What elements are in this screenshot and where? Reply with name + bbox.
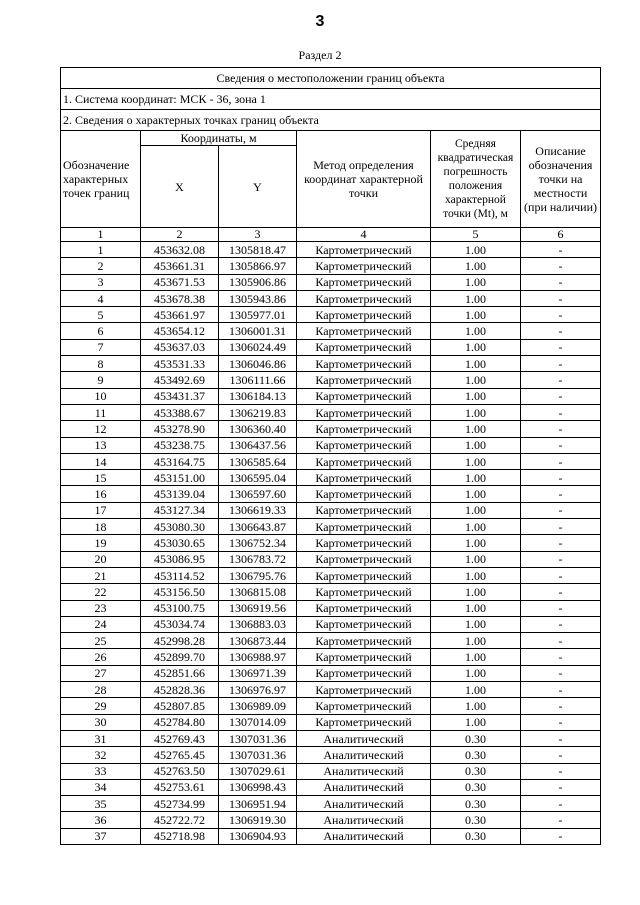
method: Аналитический [297, 828, 431, 844]
table-row [61, 323, 601, 339]
error-mt: 0.30 [431, 828, 521, 844]
error-mt: 1.00 [431, 714, 521, 730]
point-number: 34 [61, 779, 141, 795]
table-row [61, 502, 601, 518]
coord-x: 452784.80 [141, 714, 219, 730]
description: - [521, 258, 601, 274]
description: - [521, 307, 601, 323]
method: Картометрический [297, 502, 431, 518]
coord-y: 1306184.13 [219, 388, 297, 404]
point-number: 12 [61, 421, 141, 437]
point-number: 5 [61, 307, 141, 323]
error-mt: 1.00 [431, 665, 521, 681]
header-method: Метод определения координат характерной точки [297, 131, 431, 228]
point-number: 7 [61, 339, 141, 355]
table-row [61, 535, 601, 551]
coord-x: 453156.50 [141, 584, 219, 600]
error-mt: 1.00 [431, 421, 521, 437]
table-row [61, 616, 601, 632]
description: - [521, 421, 601, 437]
method: Аналитический [297, 747, 431, 763]
header-y: Y [219, 146, 297, 228]
description: - [521, 747, 601, 763]
error-mt: 1.00 [431, 698, 521, 714]
coord-y: 1307029.61 [219, 763, 297, 779]
table-row [61, 290, 601, 306]
point-number: 27 [61, 665, 141, 681]
column-numbers-row [61, 228, 601, 242]
header-coordinates: Координаты, м [141, 131, 297, 146]
error-mt: 1.00 [431, 372, 521, 388]
error-mt: 1.00 [431, 584, 521, 600]
method: Картометрический [297, 535, 431, 551]
coord-y: 1307031.36 [219, 747, 297, 763]
coord-x: 452734.99 [141, 796, 219, 812]
error-mt: 1.00 [431, 323, 521, 339]
coord-y: 1306976.97 [219, 682, 297, 698]
method: Картометрический [297, 421, 431, 437]
column-number: 2 [141, 228, 219, 242]
error-mt: 0.30 [431, 763, 521, 779]
coord-x: 453637.03 [141, 339, 219, 355]
point-number: 8 [61, 356, 141, 372]
coord-y: 1306783.72 [219, 551, 297, 567]
table-row [61, 372, 601, 388]
method: Аналитический [297, 796, 431, 812]
error-mt: 1.00 [431, 258, 521, 274]
coord-y: 1305866.97 [219, 258, 297, 274]
table-row [61, 682, 601, 698]
point-number: 35 [61, 796, 141, 812]
method: Картометрический [297, 698, 431, 714]
description: - [521, 242, 601, 258]
coord-y: 1306619.33 [219, 502, 297, 518]
method: Картометрический [297, 616, 431, 632]
coord-x: 453100.75 [141, 600, 219, 616]
method: Картометрический [297, 258, 431, 274]
coord-y: 1306873.44 [219, 633, 297, 649]
coord-y: 1306001.31 [219, 323, 297, 339]
table-row [61, 339, 601, 355]
error-mt: 1.00 [431, 616, 521, 632]
method: Аналитический [297, 763, 431, 779]
description: - [521, 633, 601, 649]
error-mt: 0.30 [431, 812, 521, 828]
description: - [521, 779, 601, 795]
description: - [521, 486, 601, 502]
coord-x: 453139.04 [141, 486, 219, 502]
coord-x: 452753.61 [141, 779, 219, 795]
coord-y: 1306585.64 [219, 453, 297, 469]
method: Картометрический [297, 290, 431, 306]
point-number: 36 [61, 812, 141, 828]
coord-x: 452998.28 [141, 633, 219, 649]
table-row [61, 584, 601, 600]
error-mt: 0.30 [431, 796, 521, 812]
method: Картометрический [297, 323, 431, 339]
point-number: 31 [61, 730, 141, 746]
description: - [521, 551, 601, 567]
coord-y: 1305977.01 [219, 307, 297, 323]
method: Картометрический [297, 437, 431, 453]
table-row [61, 698, 601, 714]
coord-x: 453086.95 [141, 551, 219, 567]
point-number: 23 [61, 600, 141, 616]
description: - [521, 649, 601, 665]
method: Картометрический [297, 665, 431, 681]
table-row [61, 242, 601, 258]
coord-y: 1305818.47 [219, 242, 297, 258]
point-number: 19 [61, 535, 141, 551]
description: - [521, 535, 601, 551]
column-number: 4 [297, 228, 431, 242]
method: Картометрический [297, 486, 431, 502]
coord-x: 453431.37 [141, 388, 219, 404]
error-mt: 1.00 [431, 551, 521, 567]
description: - [521, 323, 601, 339]
table-row [61, 486, 601, 502]
error-mt: 1.00 [431, 600, 521, 616]
table-row [61, 519, 601, 535]
point-number: 20 [61, 551, 141, 567]
coord-x: 453164.75 [141, 453, 219, 469]
coord-x: 452899.70 [141, 649, 219, 665]
method: Аналитический [297, 812, 431, 828]
coord-y: 1306437.56 [219, 437, 297, 453]
point-number: 1 [61, 242, 141, 258]
coord-x: 453531.33 [141, 356, 219, 372]
table-body [61, 242, 601, 845]
coord-x: 453632.08 [141, 242, 219, 258]
error-mt: 1.00 [431, 535, 521, 551]
point-number: 2 [61, 258, 141, 274]
description: - [521, 616, 601, 632]
point-number: 30 [61, 714, 141, 730]
error-mt: 1.00 [431, 274, 521, 290]
coord-x: 453492.69 [141, 372, 219, 388]
description: - [521, 437, 601, 453]
coord-y: 1307031.36 [219, 730, 297, 746]
table-row [61, 258, 601, 274]
method: Картометрический [297, 567, 431, 583]
table-row [61, 600, 601, 616]
point-number: 37 [61, 828, 141, 844]
table-row [61, 730, 601, 746]
coord-x: 453654.12 [141, 323, 219, 339]
error-mt: 1.00 [431, 437, 521, 453]
coord-y: 1306951.94 [219, 796, 297, 812]
method: Картометрический [297, 339, 431, 355]
coord-y: 1306795.76 [219, 567, 297, 583]
error-mt: 1.00 [431, 356, 521, 372]
point-number: 32 [61, 747, 141, 763]
coord-x: 453080.30 [141, 519, 219, 535]
table-row [61, 796, 601, 812]
header-designation: Обозначение характерных точек границ [61, 131, 141, 228]
coord-y: 1305943.86 [219, 290, 297, 306]
description: - [521, 519, 601, 535]
coord-y: 1306904.93 [219, 828, 297, 844]
coord-y: 1306919.30 [219, 812, 297, 828]
coord-x: 452763.50 [141, 763, 219, 779]
coord-y: 1306998.43 [219, 779, 297, 795]
table-row [61, 470, 601, 486]
description: - [521, 682, 601, 698]
table-row [61, 551, 601, 567]
error-mt: 1.00 [431, 404, 521, 420]
header-description: Описание обозначения точки на местности (при наличии) [521, 131, 601, 228]
error-mt: 1.00 [431, 388, 521, 404]
method: Картометрический [297, 356, 431, 372]
description: - [521, 339, 601, 355]
coord-x: 452718.98 [141, 828, 219, 844]
coord-y: 1306219.83 [219, 404, 297, 420]
point-number: 26 [61, 649, 141, 665]
table-row [61, 404, 601, 420]
column-number: 3 [219, 228, 297, 242]
point-number: 17 [61, 502, 141, 518]
point-number: 15 [61, 470, 141, 486]
column-number: 5 [431, 228, 521, 242]
coord-x: 452769.43 [141, 730, 219, 746]
error-mt: 1.00 [431, 519, 521, 535]
method: Картометрический [297, 242, 431, 258]
table-row [61, 453, 601, 469]
method: Картометрический [297, 388, 431, 404]
description: - [521, 763, 601, 779]
description: - [521, 404, 601, 420]
error-mt: 1.00 [431, 339, 521, 355]
point-number: 13 [61, 437, 141, 453]
method: Аналитический [297, 779, 431, 795]
table-row [61, 388, 601, 404]
error-mt: 1.00 [431, 486, 521, 502]
point-number: 18 [61, 519, 141, 535]
table-row [61, 779, 601, 795]
method: Картометрический [297, 470, 431, 486]
coord-y: 1306883.03 [219, 616, 297, 632]
description: - [521, 714, 601, 730]
error-mt: 1.00 [431, 453, 521, 469]
table-row [61, 437, 601, 453]
coord-y: 1306752.34 [219, 535, 297, 551]
point-number: 28 [61, 682, 141, 698]
column-number: 6 [521, 228, 601, 242]
point-number: 4 [61, 290, 141, 306]
coord-y: 1306360.40 [219, 421, 297, 437]
coord-y: 1306919.56 [219, 600, 297, 616]
coord-y: 1305906.86 [219, 274, 297, 290]
method: Аналитический [297, 730, 431, 746]
coord-y: 1306988.97 [219, 649, 297, 665]
table-row [61, 714, 601, 730]
method: Картометрический [297, 307, 431, 323]
point-number: 16 [61, 486, 141, 502]
point-number: 11 [61, 404, 141, 420]
coordinate-system: 1. Система координат: МСК - 36, зона 1 [61, 89, 601, 110]
coord-x: 453678.38 [141, 290, 219, 306]
description: - [521, 356, 601, 372]
coord-x: 452765.45 [141, 747, 219, 763]
coord-y: 1306024.49 [219, 339, 297, 355]
description: - [521, 600, 601, 616]
description: - [521, 502, 601, 518]
coord-y: 1306597.60 [219, 486, 297, 502]
table-row [61, 633, 601, 649]
point-number: 9 [61, 372, 141, 388]
coord-x: 452851.66 [141, 665, 219, 681]
coord-x: 453661.97 [141, 307, 219, 323]
point-number: 33 [61, 763, 141, 779]
error-mt: 1.00 [431, 290, 521, 306]
coord-x: 453278.90 [141, 421, 219, 437]
point-number: 3 [61, 274, 141, 290]
error-mt: 0.30 [431, 747, 521, 763]
description: - [521, 290, 601, 306]
header-x: X [141, 146, 219, 228]
coord-x: 452828.36 [141, 682, 219, 698]
coord-x: 453388.67 [141, 404, 219, 420]
page-number: 3 [315, 13, 325, 30]
table-row [61, 812, 601, 828]
method: Картометрический [297, 600, 431, 616]
point-number: 24 [61, 616, 141, 632]
error-mt: 0.30 [431, 779, 521, 795]
description: - [521, 812, 601, 828]
table-row [61, 421, 601, 437]
coord-y: 1306046.86 [219, 356, 297, 372]
method: Картометрический [297, 372, 431, 388]
coord-x: 452722.72 [141, 812, 219, 828]
table-row [61, 307, 601, 323]
method: Картометрический [297, 519, 431, 535]
method: Картометрический [297, 649, 431, 665]
error-mt: 1.00 [431, 682, 521, 698]
error-mt: 1.00 [431, 502, 521, 518]
coord-x: 453030.65 [141, 535, 219, 551]
description: - [521, 388, 601, 404]
table-title: Сведения о местоположении границ объекта [61, 68, 601, 89]
description: - [521, 274, 601, 290]
coord-y: 1307014.09 [219, 714, 297, 730]
coord-x: 453114.52 [141, 567, 219, 583]
coord-x: 452807.85 [141, 698, 219, 714]
description: - [521, 796, 601, 812]
method: Картометрический [297, 584, 431, 600]
table-row [61, 567, 601, 583]
column-number: 1 [61, 228, 141, 242]
error-mt: 1.00 [431, 307, 521, 323]
description: - [521, 567, 601, 583]
method: Картометрический [297, 682, 431, 698]
method: Картометрический [297, 714, 431, 730]
error-mt: 1.00 [431, 470, 521, 486]
method: Картометрический [297, 274, 431, 290]
table-row [61, 828, 601, 844]
point-number: 10 [61, 388, 141, 404]
description: - [521, 730, 601, 746]
error-mt: 0.30 [431, 730, 521, 746]
error-mt: 1.00 [431, 649, 521, 665]
point-number: 22 [61, 584, 141, 600]
section-title: Раздел 2 [298, 48, 342, 62]
error-mt: 1.00 [431, 633, 521, 649]
coord-x: 453661.31 [141, 258, 219, 274]
coord-y: 1306971.39 [219, 665, 297, 681]
description: - [521, 584, 601, 600]
table-row [61, 649, 601, 665]
coord-y: 1306595.04 [219, 470, 297, 486]
description: - [521, 372, 601, 388]
coord-x: 453151.00 [141, 470, 219, 486]
coord-x: 453127.34 [141, 502, 219, 518]
table-row [61, 274, 601, 290]
table-row [61, 665, 601, 681]
table-row [61, 747, 601, 763]
point-number: 29 [61, 698, 141, 714]
coord-y: 1306815.08 [219, 584, 297, 600]
method: Картометрический [297, 453, 431, 469]
point-number: 25 [61, 633, 141, 649]
description: - [521, 470, 601, 486]
table-row [61, 763, 601, 779]
description: - [521, 665, 601, 681]
method: Картометрический [297, 551, 431, 567]
header-error: Средняя квадратическая погрешность положения характерной точки (Mt), м [431, 131, 521, 228]
point-number: 6 [61, 323, 141, 339]
table-row [61, 356, 601, 372]
point-number: 14 [61, 453, 141, 469]
error-mt: 1.00 [431, 242, 521, 258]
points-heading: 2. Сведения о характерных точках границ объекта [61, 110, 601, 131]
method: Картометрический [297, 404, 431, 420]
coord-x: 453034.74 [141, 616, 219, 632]
description: - [521, 828, 601, 844]
description: - [521, 698, 601, 714]
method: Картометрический [297, 633, 431, 649]
coord-y: 1306989.09 [219, 698, 297, 714]
coord-y: 1306643.87 [219, 519, 297, 535]
coord-y: 1306111.66 [219, 372, 297, 388]
coord-x: 453671.53 [141, 274, 219, 290]
error-mt: 1.00 [431, 567, 521, 583]
boundary-points-table [60, 67, 601, 845]
coord-x: 453238.75 [141, 437, 219, 453]
point-number: 21 [61, 567, 141, 583]
description: - [521, 453, 601, 469]
